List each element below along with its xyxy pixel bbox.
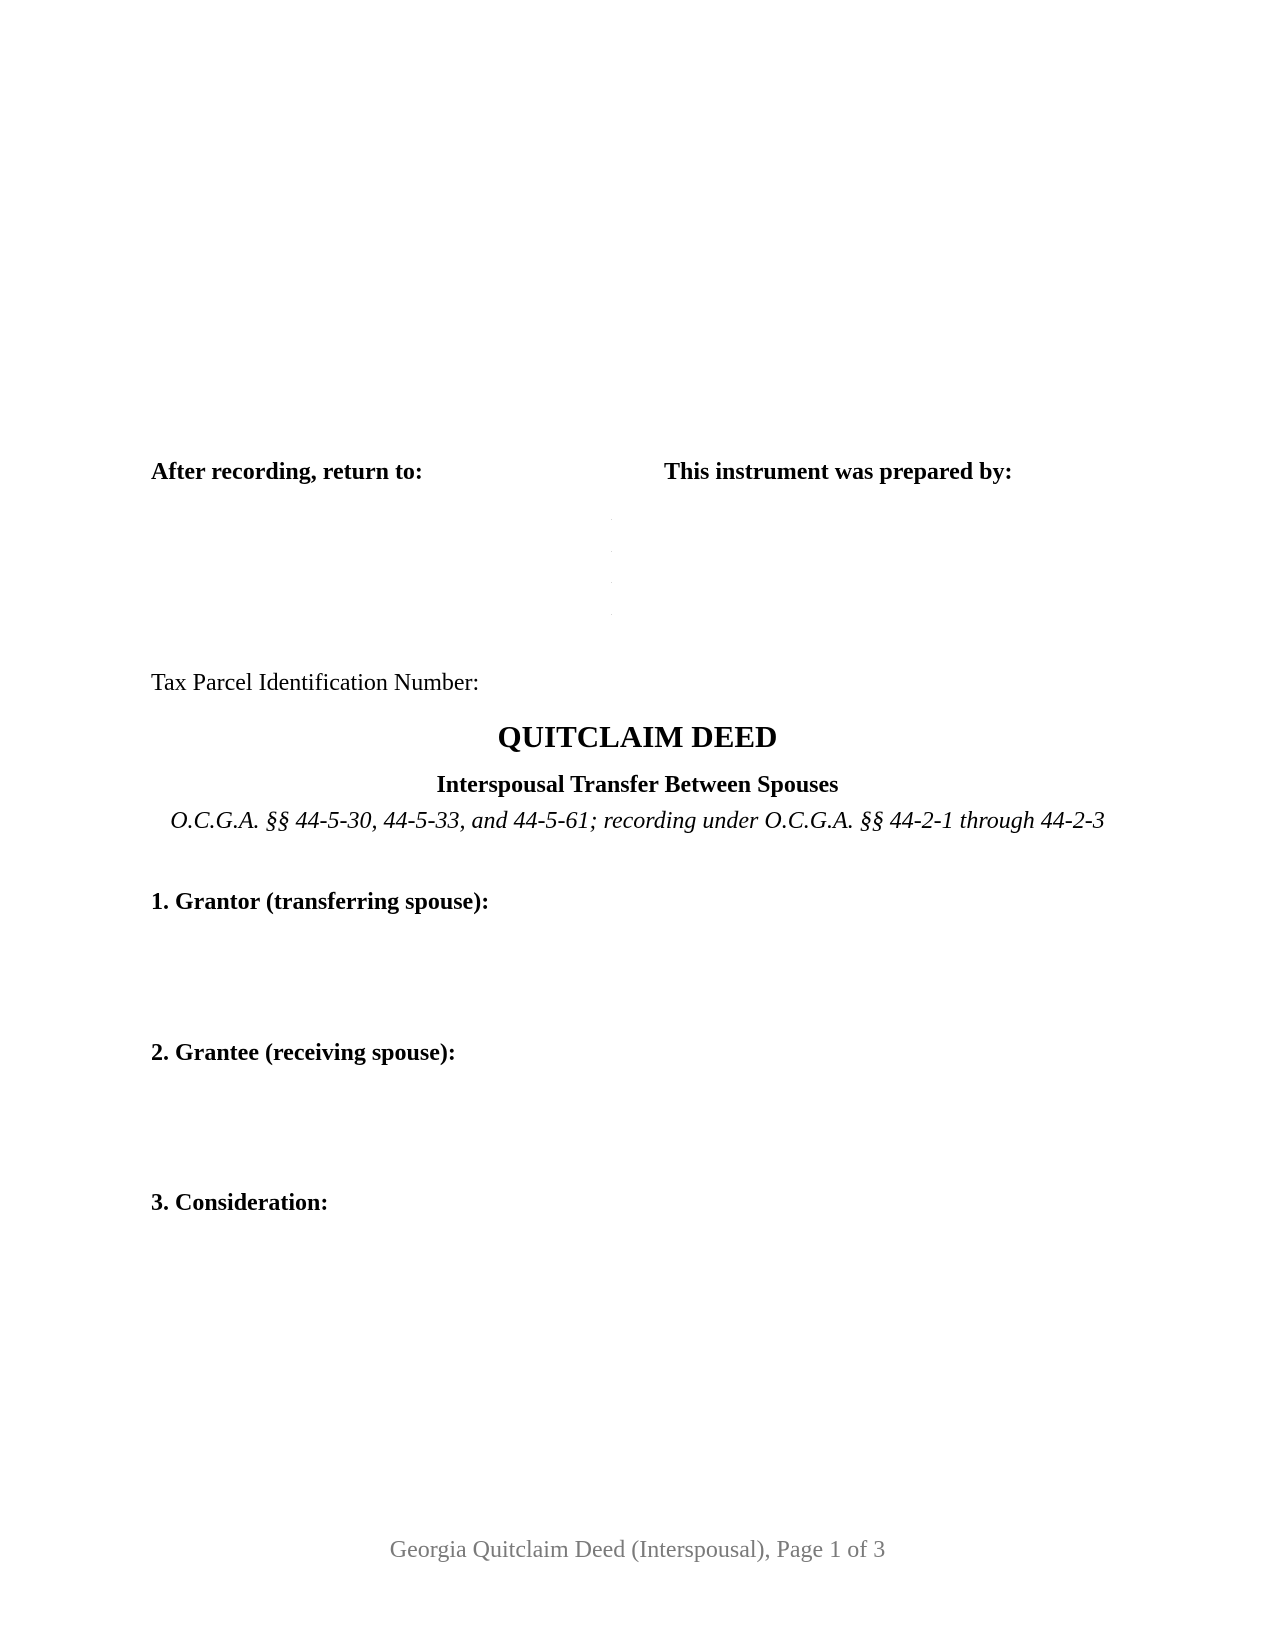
section-heading-grantee: 2. Grantee (receiving spouse):	[151, 1040, 456, 1066]
statute-citation: O.C.G.A. §§ 44-5-30, 44-5-33, and 44-5-61; recording under O.C.G.A. §§ 44-2-1 through 44-2-3	[170, 808, 1105, 834]
section-heading-consideration: 3. Consideration:	[151, 1190, 329, 1216]
column-divider	[611, 519, 613, 619]
return-to-label: After recording, return to:	[151, 459, 423, 485]
prepared-by-label: This instrument was prepared by:	[664, 459, 1013, 485]
document-title: QUITCLAIM DEED	[497, 719, 778, 754]
section-heading-grantor: 1. Grantor (transferring spouse):	[151, 889, 490, 915]
page-footer: Georgia Quitclaim Deed (Interspousal), Page 1 of 3	[389, 1537, 886, 1563]
tax-parcel-label: Tax Parcel Identification Number:	[151, 670, 480, 696]
document-subtitle: Interspousal Transfer Between Spouses	[436, 772, 839, 798]
